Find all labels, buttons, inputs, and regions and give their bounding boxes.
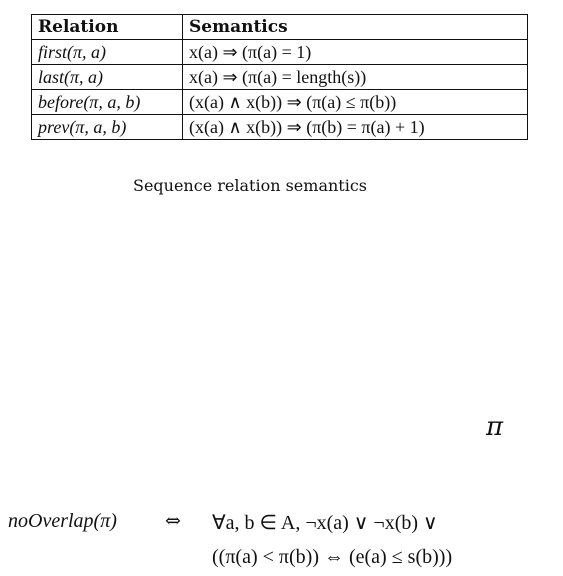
relation-cell: first(π, a): [32, 40, 183, 65]
semantics-cell: x(a) ⇒ (π(a) = length(s)): [183, 65, 528, 90]
relation-cell: prev(π, a, b): [32, 115, 183, 140]
semantics-cell: (x(a) ∧ x(b)) ⇒ (π(a) ≤ π(b)): [183, 90, 528, 115]
table-header-row: [32, 15, 528, 40]
pi-symbol: π: [486, 412, 504, 442]
formula-iff-symbol: ⇔: [165, 510, 181, 532]
semantics-cell: x(a) ⇒ (π(a) = 1): [183, 40, 528, 65]
relation-cell: last(π, a): [32, 65, 183, 90]
relation-cell: before(π, a, b): [32, 90, 183, 115]
table-caption: Sequence relation semantics: [132, 176, 368, 195]
table-row: [32, 40, 528, 65]
semantics-cell: (x(a) ∧ x(b)) ⇒ (π(b) = π(a) + 1): [183, 115, 528, 140]
table-row: [32, 115, 528, 140]
header-semantics: Semantics: [183, 15, 528, 40]
header-relation: Relation: [32, 15, 183, 40]
relation-table: [31, 14, 528, 140]
table-row: [32, 65, 528, 90]
formula-line-1: ∀a, b ∈ A, ¬x(a) ∨ ¬x(b) ∨: [212, 512, 438, 534]
formula-line-2: ((π(a) < π(b)) ⇔ (e(a) ≤ s(b))): [212, 546, 453, 568]
table-row: [32, 90, 528, 115]
formula-lhs: noOverlap(π): [8, 510, 117, 532]
